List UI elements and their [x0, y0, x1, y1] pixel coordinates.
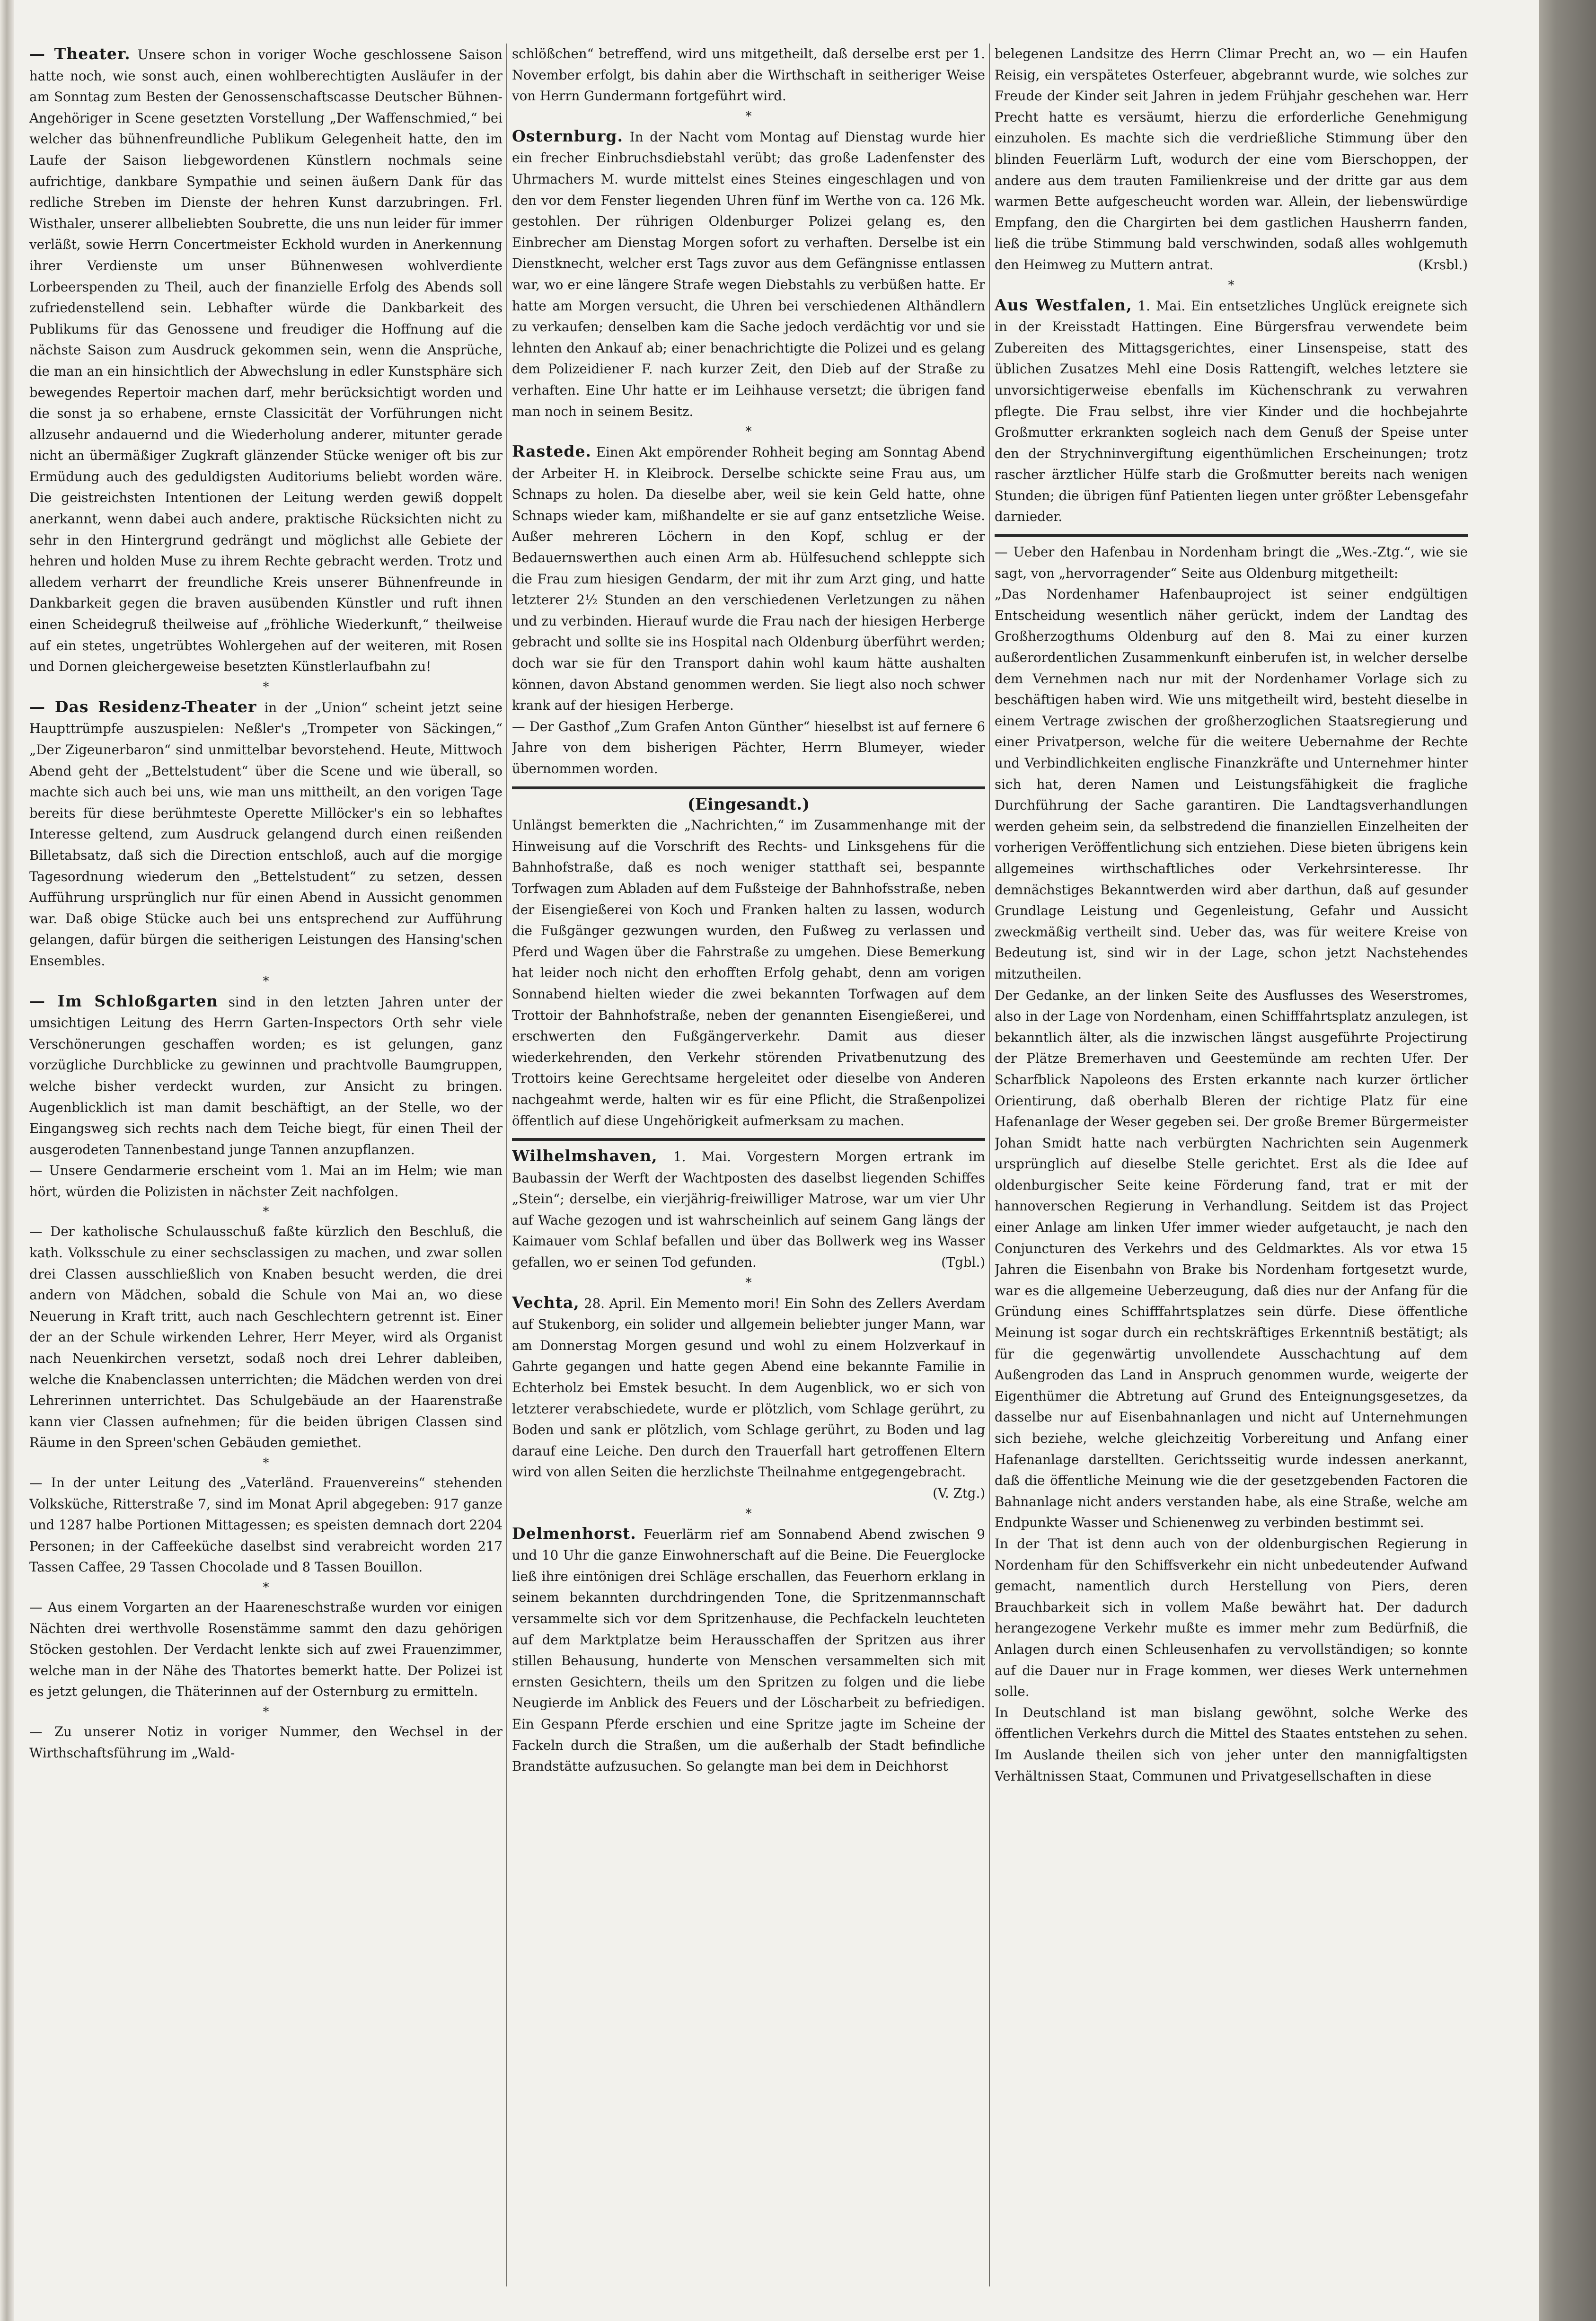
article-text: „Das Nordenhamer Hafenbauproject ist seiner endgültigen Entscheidung wesentlich näher gerückt, indem der Landtag des Großherzogthums Oldenburg auf den 8. Mai zu einer kurzen außerordentlichen Zusammenkunft einberufen ist, in welcher derselbe dem Vernehmen nach nur mit der Nordenhamer Vorlage sich zu beschäftigen haben wird. Wie uns mitgetheilt wird, besteht dieselbe in einem Vertrage zwischen der großherzoglichen Staatsregierung und einer Privatperson, welche für die weitere Uebernahme der Rechte und Verbindlichkeiten englische Finanzkräfte und Unternehmer hinter sich hat, deren Namen und Leistungsfähigkeit die fragliche Durchführung der Sache garantiren. Die Landtagsverhandlungen werden geheim sein, da selbstredend die finanziellen Einzelheiten der vorherigen Veröffentlichung sich entziehen. Diese bieten übrigens kein allgemeines wirthschaftliches oder Verkehrsinteresse. Ihr demnächstiges Bekanntwerden wird aber darthun, daß auf gesunder Grundlage Leistung und Gegenleistung, Gefahr und Aussicht zweckmäßig vertheilt sind. Ueber das, was für weitere Kreise von Bedeutung ist, sind wir in der Lage, schon jetzt Nachstehendes mitzutheilen. — [995, 586, 1468, 982]
column-1 — [29, 44, 503, 2305]
article-paragraph — [512, 815, 985, 1131]
section-rule — [512, 786, 985, 789]
article-text: In der Nacht vom Montag auf Dienstag wurde hier ein frecher Einbruchsdiebstahl verübt; das große Ladenfenster des Uhrmachers M. wurde mittelst eines Steines eingeschlagen und von den vor dem Fenster liegenden Uhren fünf im Werthe von ca. 126 Mk. gestohlen. Der rührigen Oldenburger Polizei gelang es, den Einbrecher am Dienstag Morgen sofort zu verhaften. Derselbe ist ein Dienstknecht, welcher erst Tags zuvor aus dem Gefängnisse entlassen war, wo er eine längere Strafe wegen Diebstahls zu verbüßen hatte. Er hatte am Morgen versucht, die Uhren bei verschiedenen Althändlern zu verkaufen; denselben kam die Sache jedoch verdächtig vor und sie lehnten den Ankauf ab; einer benachrichtigte die Polizei und es gelang dem Polizeidiener F. nach kurzer Zeit, den Dieb auf der Straße zu verhaften. Eine Uhr hatte er im Leihhause versetzt; die übrigen fand man noch in seinem Besitz. — [512, 129, 985, 419]
article-paragraph — [29, 1160, 503, 1202]
article-text: Feuerlärm rief am Sonnabend Abend zwischen 9 und 10 Uhr die ganze Einwohnerschaft auf die Beine. Die Feuerglocke ließ ihre eintönigen drei Schläge erschallen, das Feuerhorn erklang in seinem bekannten durchdringenden Tone, die Spritzenmannschaft versammelte sich vor dem Spritzenhause, die Pechfackeln leuchteten auf dem Marktplatze beim Herausschaffen der Spritzen aus ihrer stillen Behausung, hunderte von Menschen versammelten sich mit ernsten Gesichtern, theils um den Spritzen zu folgen und die liebe Neugierde im Anblick des Feuers und der Löscharbeit zu befriedigen. Ein Gespann Pferde erschien und eine Spritze jagte im Scheine der Fackeln durch die Straßen, um die außerhalb der Stadt befindliche Brandstätte aufzusuchen. So gelangte man bei dem in Deichhorst — [512, 1526, 985, 1774]
article-text: belegenen Landsitze des Herrn Climar Precht an, wo — ein Haufen Reisig, ein verspätetes Osterfeuer, abgebrannt wurde, wie solches zur Freude der Kinder seit Jahren in jedem Frühjahr geschehen war. Herr Precht hatte es versäumt, hierzu die erforderliche Genehmigung einzuholen. Es machte sich die verdrießliche Stimmung über den blinden Feuerlärm Luft, wodurch der eine vom Bierschoppen, der andere aus dem trauten Familienkreise und der dritte gar aus dem warmen Bette aufgescheucht worden war. Allein, der liebenswürdige Empfang, den die Chargirten bei dem gastlichen Hausherrn fanden, ließ die trübe Stimmung bald verschwinden, sodaß alles wohlgemuth den Heimweg zu Muttern antrat. — [995, 46, 1468, 273]
article-text: Unlängst bemerkten die „Nachrichten,“ im Zusammenhange mit der Hinweisung auf die Vorschrift des Rechts- und Linksgehens für die Bahnhofstraße, daß es noch weniger statthaft sei, bespannte Torfwagen zum Abladen auf dem Fußsteige der Bahnhofsstraße, neben der Eisengießerei von Koch und Franken halten zu lassen, wodurch die Fußgänger gezwungen wurden, den Fußweg zu verlassen und Pferd und Wagen über die Fahrstraße zu umgehen. Diese Bemerkung hat leider noch nicht den erhofften Erfolg gehabt, denn am vorigen Sonnabend hielten wieder die zwei bekannten Torfwagen auf dem Trottoir der Bahnhofstraße, neben der genannten Eisengießerei, und erschwerten den Fußgängerverkehr. Damit aus dieser wiederkehrenden, den Verkehr störenden Privatbenutzung des Trottoirs keine Gerechtsame hergeleitet oder dieselbe von Anderen nachgeahmt werde, halten wir es für eine Pflicht, die Straßenpolizei öffentlich auf diese Ungehörigkeit aufmerksam zu machen. — [512, 817, 985, 1129]
article-text: In der That ist denn auch von der oldenburgischen Regierung in Nordenham für den Schiffsverkehr ein nicht unbedeutender Aufwand gemacht, namentlich durch Herstellung von Piers, deren Brauchbarkeit sich in vollem Maße bewährt hat. Der dadurch herangezogene Verkehr mußte es immer mehr zum Bedürfniß, die Anlagen durch einen Schleusenhafen zu vervollständigen; so konnte auf die Dauer nur in Frage kommen, wer dieses Werk unternehmen solle. — [995, 1536, 1468, 1700]
article-headline: Vechta, — [512, 1293, 580, 1312]
article-paragraph — [29, 44, 503, 678]
article-text: sind in den letzten Jahren unter der umsichtigen Leitung des Herrn Garten-Inspectors Orth sehr viele Verschönerungen geschaffen worden; es ist gelungen, ganz vorzügliche Durchblicke zu gewinnen und prachtvolle Baumgruppen, welche bisher verdeckt wurden, zur Ansicht zu bringen. Augenblicklich ist man damit beschäftigt, an der Stelle, wo der Eingangsweg sich rechts nach dem Teiche biegt, für einen Theil der ausgerodeten Tannenbestand junge Tannen anzupflanzen. — [29, 994, 503, 1157]
article-headline: — Das Residenz-Theater — [29, 697, 257, 716]
article-paragraph — [29, 1221, 503, 1454]
article-paragraph — [512, 44, 985, 107]
column-3 — [995, 44, 1468, 2305]
article-text: 1. Mai. Ein entsetzliches Unglück ereignete sich in der Kreisstadt Hattingen. Eine Bürgersfrau verwendete beim Zubereiten des Mittagsgerichtes, einer Linsenspeise, statt des üblichen Zusatzes Mehl eine Dosis Rattengift, welches letztere sie unvorsichtigerweise ebenfalls im Küchenschrank zu verwahren pflegte. Die Frau selbst, ihre vier Kinder und die hochbejahrte Großmutter erkrankten sogleich nach dem Genuß der Speise unter den der Strychninvergiftung eigenthümlichen Erscheinungen; trotz rascher ärztlicher Hülfe starb die Großmutter bereits nach wenigen Stunden; die übrigen fünf Patienten liegen unter größter Lebensgefahr darnieder. — [995, 298, 1468, 525]
column-rule-2 — [989, 44, 990, 2286]
article-text: — Zu unserer Notiz in voriger Nummer, den Wechsel in der Wirthschaftsführung im „Wald- — [29, 1723, 503, 1761]
article-text: in der „Union“ scheint jetzt seine Haupttrümpfe auszuspielen: Neßler's „Trompeter von Säckingen,“ „Der Zigeunerbaron“ sind unmittelbar bevorstehend. Heute, Mittwoch Abend geht der „Bettelstudent“ über die Scene und wie überall, so machte sich auch bei uns, wie man uns mittheilt, an den vorigen Tage bereits für diese berühmteste Operette Millöcker's ein so lebhaftes Interesse geltend, zum Ausdruck gelangend durch einen reißenden Billetabsatz, daß sich die Direction entschloß, auch auf die morgige Tagesordnung wiederum den „Bettelstudent“ zu setzen, dessen Aufführung ursprünglich nur für einen Abend in Aussicht genommen war. Daß obige Stücke auch bei uns entsprechend zur Aufführung gelangen, dafür bürgen die seitherigen Leistungen des Hansing'schen Ensembles. — [29, 699, 503, 969]
article-headline: Rastede. — [512, 442, 591, 461]
separator-star: * — [263, 1704, 269, 1719]
article-text: — In der unter Leitung des „Vaterländ. Frauenvereins“ stehenden Volksküche, Ritterstraße 7, sind im Monat April abgegeben: 917 ganze und 1287 halbe Portionen Mittagessen; es speisten demnach dort 2204 Personen; in der Caffeeküche daselbst sind verabreicht worden 217 Tassen Caffee, 29 Tassen Chocolade und 8 Tassen Bouillon. — [29, 1475, 503, 1575]
article-text: — Aus einem Vorgarten an der Haareneschstraße wurden vor einigen Nächten drei werthvolle Rosenstämme sammt den dazu gehörigen Stöcken gestohlen. Der Verdacht lenkte sich auf zwei Frauenzimmer, welche man in der Nähe des Thatortes bemerkt hatte. Der Polizei ist es jetzt gelungen, die Thäterinnen auf der Osternburg zu ermitteln. — [29, 1599, 503, 1700]
section-rule — [995, 534, 1468, 537]
article-text: — Unsere Gendarmerie erscheint vom 1. Mai an im Helm; wie man hört, würden die Polizisten in nächster Zeit nachfolgen. — [29, 1163, 503, 1200]
article-paragraph — [512, 1292, 985, 1504]
article-paragraph — [995, 295, 1468, 528]
column-rule-1 — [506, 44, 507, 2286]
article-paragraph — [512, 1146, 985, 1273]
article-paragraph — [29, 1473, 503, 1578]
article-paragraph — [29, 697, 503, 972]
article-paragraph — [512, 1523, 985, 1777]
article-paragraph — [995, 985, 1468, 1534]
article-paragraph — [995, 584, 1468, 985]
separator-star: * — [745, 424, 752, 439]
article-headline: Delmenhorst. — [512, 1524, 636, 1543]
article-paragraph — [995, 542, 1468, 584]
article-text: schlößchen“ betreffend, wird uns mitgetheilt, daß derselbe erst per 1. November erfolgt, bis dahin aber die Wirthschaft in seitheriger Weise von Herrn Gundermann fortgeführt wird. — [512, 46, 985, 104]
separator-star: * — [263, 974, 269, 988]
article-paragraph — [995, 1703, 1468, 1787]
article-text: 1. Mai. Vorgestern Morgen ertrank im Baubassin der Werft der Wachtposten des daselbst liegenden Schiffes „Stein“; derselbe, ein vierjährig-freiwilliger Matrose, war um vier Uhr auf Wache gezogen und ist wahrscheinlich auf seinem Gang längs der Kaimauer vom Schlaf befallen und über das Bollwerk weg ins Wasser gefallen, wo er seinen Tod gefunden. — [512, 1149, 985, 1271]
article-text: In Deutschland ist man bislang gewöhnt, solche Werke des öffentlichen Verkehrs durch die Mittel des Staates entstehen zu sehen. Im Auslande theilen sich von jeher unter den mannigfaltigsten Verhältnissen Staat, Communen und Privatgesellschaften in diese — [995, 1704, 1468, 1784]
article-source: (V. Ztg.) — [933, 1485, 985, 1501]
separator-star: * — [263, 1456, 269, 1470]
page-binding-edge — [0, 0, 15, 2321]
article-text: 28. April. Ein Memento mori! Ein Sohn des Zellers Averdam auf Stukenborg, ein solider und allgemein beliebter junger Mann, war am Donnerstag Morgen gesund und wohl zu einem Holzverkauf in Gahrte gegangen und hatte gegen Abend eine bekannte Familie in Echterholz bei Emstek besucht. In dem Augenblick, wo er sich von letzterer verabschiedete, wurde er plötzlich, vom Schlage gerührt, zu Boden und sank er plötzlich, vom Schlage gerührt, zu Boden und lag darauf eine Leiche. Den durch den Trauerfall hart getroffenen Eltern wird von allen Seiten die herzlichste Theilnahme entgegengebracht. — [512, 1295, 985, 1480]
separator-star: * — [263, 1580, 269, 1595]
section-rule — [512, 1138, 985, 1141]
section-title: (Eingesandt.) — [687, 794, 810, 814]
article-source: (Tgbl.) — [941, 1254, 985, 1271]
article-source: (Krsbl.) — [1418, 256, 1468, 273]
article-text: — Ueber den Hafenbau in Nordenham bringt die „Wes.-Ztg.“, wie sie sagt, von „hervorragender“ Seite aus Oldenburg mitgetheilt: — [995, 544, 1468, 581]
article-headline: — Im Schloßgarten — [29, 991, 218, 1010]
separator-star: * — [745, 109, 752, 124]
article-paragraph — [512, 126, 985, 422]
article-text: Einen Akt empörender Rohheit beging am Sonntag Abend der Arbeiter H. in Kleibrock. Derselbe schickte seine Frau aus, um Schnaps zu holen. Da dieselbe aber, weil sie kein Geld hatte, ohne Schnaps wieder kam, mißhandelte er sie auf ganz entsetzliche Weise. Außer mehreren Löchern in den Kopf, schlug er der Bedauernswerthen auch einen Arm ab. Hülfesuchend schleppte sich die Frau zum hiesigen Gendarm, der mit ihr zum Arzt ging, und hatte letzterer 2½ Stunden an den verschiedenen Verletzungen zu nähen und zu verbinden. Hierauf wurde die Frau nach der hiesigen Herberge gebracht und sollte sie ins Hospital nach Oldenburg überführt werden; doch war sie für den Transport dahin wohl kaum hätte aushalten können, davon Abstand genommen werden. Sie liegt also noch schwer krank auf der hiesigen Herberge. — [512, 444, 985, 714]
article-paragraph — [995, 1534, 1468, 1703]
column-2 — [512, 44, 985, 2305]
article-headline: Wilhelmshaven, — [512, 1147, 658, 1165]
article-paragraph — [512, 441, 985, 716]
article-paragraph — [29, 1721, 503, 1764]
separator-star: * — [263, 1205, 269, 1219]
article-paragraph — [995, 44, 1468, 276]
article-text: — Der Gasthof „Zum Grafen Anton Günther“ hieselbst ist auf fernere 6 Jahre von dem bisherigen Pächter, Herrn Blumeyer, wieder übernommen worden. — [512, 718, 985, 777]
separator-star: * — [745, 1275, 752, 1290]
separator-star: * — [1228, 278, 1234, 292]
article-paragraph — [512, 716, 985, 780]
article-headline: — Theater. — [29, 44, 131, 63]
scan-shadow — [1539, 0, 1596, 2321]
article-paragraph — [29, 1597, 503, 1703]
article-headline: Osternburg. — [512, 126, 623, 145]
separator-star: * — [745, 1506, 752, 1521]
separator-star: * — [263, 680, 269, 694]
article-text: Unsere schon in voriger Woche geschlossene Saison hatte noch, wie sonst auch, einen wohlberechtigten Ausläufer in der am Sonntag zum Besten der Genossenschaftscasse Deutscher Bühnen-Angehöriger in Scene gesetzten Vorstellung „Der Waffenschmied,“ bei welcher das bühnenfreundliche Publikum Gelegenheit hatte, den im Laufe der Saison liebgewordenen Künstlern nochmals seine aufrichtige, dankbare Sympathie und seinen äußern Dank für das redliche Streben im Dienste der hehren Kunst darzubringen. Frl. Wisthaler, unserer allbeliebten Soubrette, die uns nun leider für immer verläßt, sowie Herrn Concertmeister Eckhold wurden in Anerkennung ihrer Verdienste um unser Bühnenwesen wohlverdiente Lorbeerspenden zu Theil, auch der finanzielle Erfolg des Abends soll zufriedenstellend sein. Lebhafter würde die Dankbarkeit des Publikums für das Genossene und freudiger die Hoffnung auf die nächste Saison zum Ausdruck gekommen sein, wenn die Ansprüche, die man an ein hinsichtlich der Abwechslung in edler Kunstsphäre sich bewegendes Repertoir machen darf, mehr berücksichtigt worden und die sonst ja so erhabene, ernste Classicität der Vorführungen nicht allzusehr andauernd und die Wiederholung anderer, mitunter gerade nicht an übermäßiger Zugkraft glänzender Stücke weniger oft bis zur Ermüdung auch des geduldigsten Auditoriums beliebt worden wäre. Die geistreichsten Intentionen der Leitung werden gewiß doppelt anerkannt, wenn dabei auch andere, praktische Rücksichten nicht zu sehr in den Hintergrund gedrängt und möglichst alle Gebiete der hehren und holden Muse zu ihrem Rechte gebracht werden. Trotz und alledem verharrt der freundliche Kreis unserer Bühnenfreunde in Dankbarkeit gegen die braven ausübenden Künstler und ruft ihnen einen Scheidegruß theilweise auf „fröhliche Wiederkunft,“ theilweise auf ein stetes, ungetrübtes Wohlergehen auf der weiteren, mit Rosen und Dornen gleichergeweise besetzten Künstlerlaufbahn zu! — [29, 47, 503, 675]
article-text: Der Gedanke, an der linken Seite des Ausflusses des Weserstromes, also in der Lage von Nordenham, einen Schifffahrtsplatz anzulegen, ist bekanntlich älter, als die inzwischen längst ausgeführte Projectirung der Plätze Bremerhaven und Geestemünde am rechten Ufer. Der Scharfblick Napoleons des Ersten erkannte nach kurzer örtlicher Orientirung, daß oberhalb Bleren der richtige Platz für eine Hafenanlage der Weser gegeben sei. Der große Bremer Bürgermeister Johan Smidt hatte nach verbürgten Nachrichten sein Augenmerk ursprünglich auf dieselbe Stelle gerichtet. Erst als die Idee auf oldenburgischer Seite keine Förderung fand, trat er mit der hannoverschen Regierung in Verhandlung. Seitdem ist das Project einer Anlage am linken Ufer immer wieder aufgetaucht, je nach den Conjuncturen des Verkehrs und des Geldmarktes. Als vor etwa 15 Jahren die Eisenbahn von Brake bis Nordenham fortgesetzt wurde, war es die allgemeine Ueberzeugung, daß dies nur der Anfang für die Gründung eines Schifffahrtsplatzes sein dürfe. Diese öffentliche Meinung ist sogar durch ein rechtskräftiges Erkenntniß bestätigt; als für die gegenwärtig unvollendete Ausschachtung auf dem Außengroden das Land in Anspruch genommen wurde, weigerte der Eigenthümer die Abtretung auf Grund des Enteignungsgesetzes, da dasselbe nur auf Eisenbahnanlagen und nicht auf Unternehmungen sich beziehe, welche gleichzeitig Vorbereitung und Anfang einer Hafenanlage darstellten. Gerichtsseitig wurde indessen anerkannt, daß die öffentliche Meinung wie die der gesetzgebenden Factoren die Bahnanlage nicht anders verstanden habe, als eine Straße, welche am Endpunkte Wasser und Schienenweg zu verbinden bestimmt sei. — [995, 987, 1468, 1531]
article-text: — Der katholische Schulausschuß faßte kürzlich den Beschluß, die kath. Volksschule zu einer sechsclassigen zu machen, und zwar sollen drei Classen ausschließlich von Knaben besucht werden, die drei andern von Mädchen, sobald die Schule von Mai an, wo diese Neuerung in Kraft tritt, auch nach Geschlechtern getrennt ist. Einer der an der Schule wirkenden Lehrer, Herr Meyer, wird als Organist nach Neuenkirchen versetzt, sodaß noch drei Lehrer dableiben, welche die Knabenclassen unterrichten; die Mädchen werden von drei Lehrerinnen unterrichtet. Das Schulgebäude an der Haarenstraße kann vier Classen aufnehmen; für die beiden übrigen Classen sind Räume in den Spreen'schen Gebäuden gemiethet. — [29, 1224, 503, 1451]
article-paragraph — [29, 991, 503, 1161]
article-headline: Aus Westfalen, — [995, 295, 1132, 314]
